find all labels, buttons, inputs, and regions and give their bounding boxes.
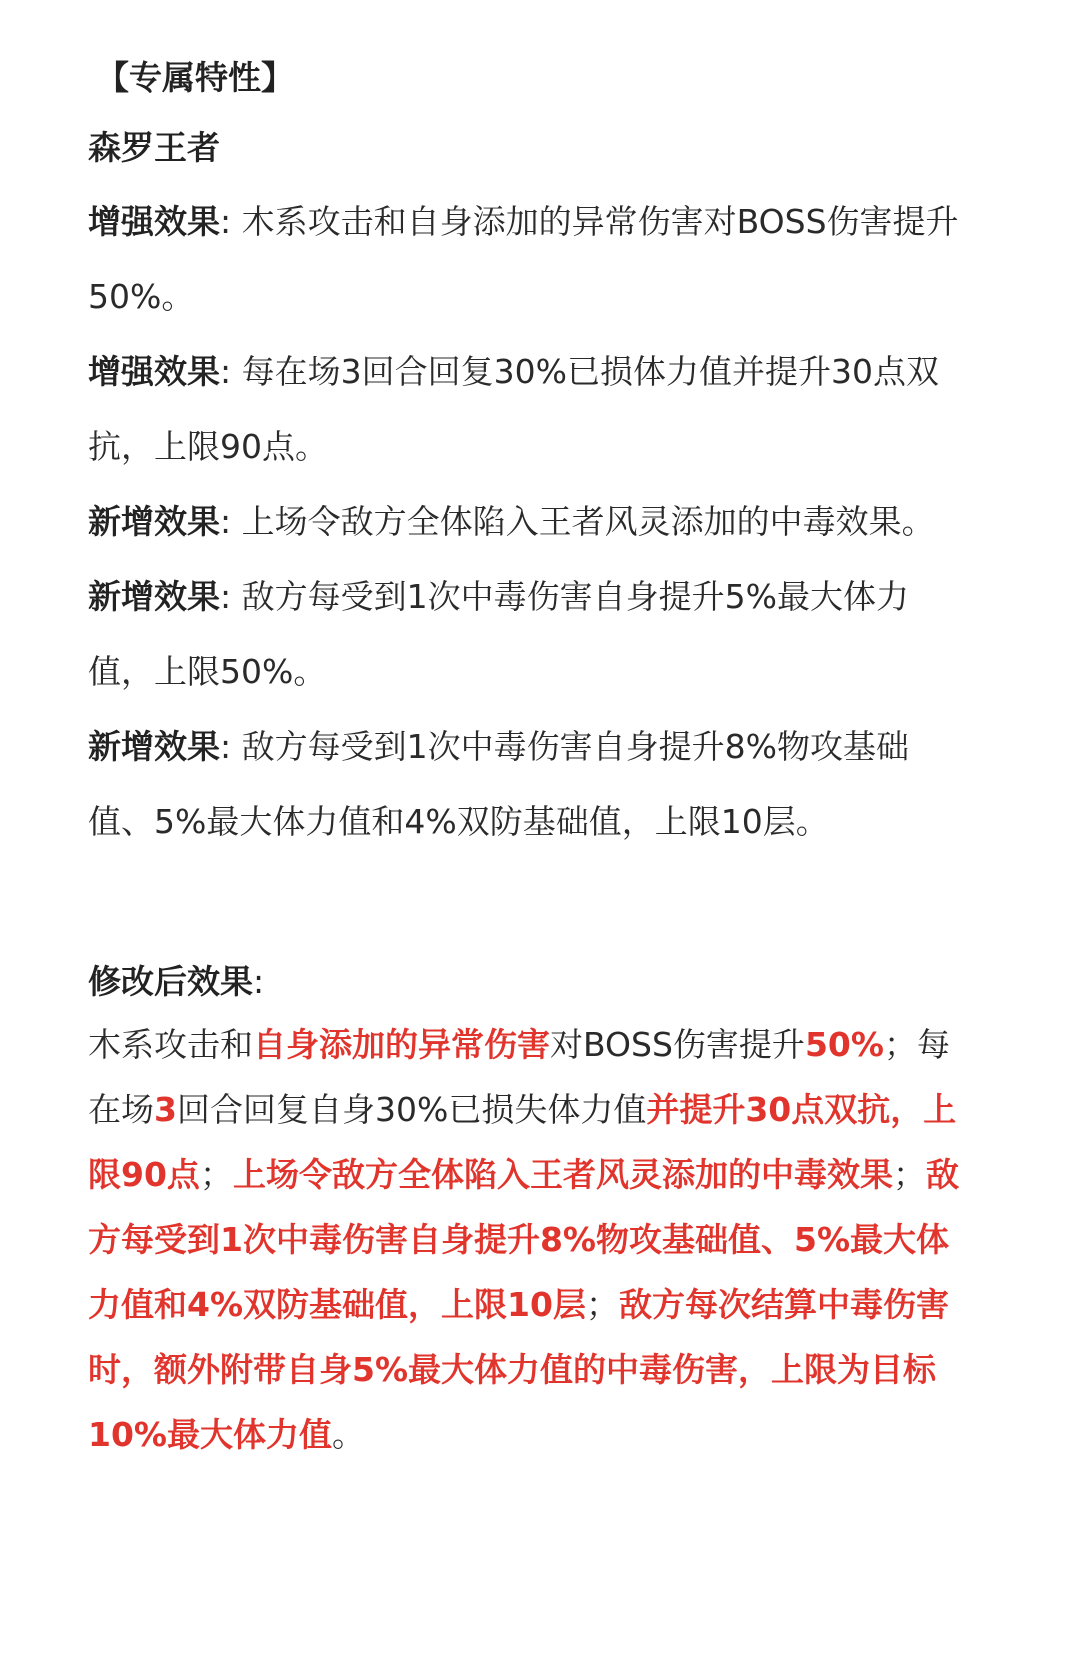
- highlighted-text: 50%: [804, 1025, 884, 1064]
- effect-label: 新增效果: [88, 727, 220, 766]
- modified-effect-title: 修改后效果: [88, 962, 253, 1001]
- body-text: ；每在场: [88, 1025, 950, 1129]
- effect-item: [88, 559, 970, 709]
- effect-separator: :: [220, 577, 242, 616]
- highlighted-text: 3: [154, 1090, 177, 1129]
- body-text: 回合回复自身30%已损失体力值: [176, 1090, 647, 1129]
- highlighted-text: 上场令敌方全体陷入王者风灵添加的中毒效果: [232, 1155, 893, 1194]
- effect-separator: :: [220, 352, 242, 391]
- effect-item: [88, 334, 970, 484]
- body-text: ；: [199, 1155, 233, 1194]
- effect-label: 新增效果: [88, 577, 220, 616]
- modified-effect-body: [88, 1012, 970, 1467]
- effect-label: 新增效果: [88, 502, 220, 541]
- effect-text: 木系攻击和自身添加的异常伤害对BOSS伤害提升50%。: [88, 202, 959, 316]
- body-text: 对BOSS伤害提升: [550, 1025, 805, 1064]
- highlighted-text: 并提升30点双抗，上限90点: [88, 1090, 957, 1194]
- effect-item: [88, 709, 970, 859]
- effect-text: 敌方每受到1次中毒伤害自身提升5%最大体力值，上限50%。: [88, 577, 909, 691]
- effect-text: 每在场3回合回复30%已损体力值并提升30点双抗，上限90点。: [88, 352, 939, 466]
- effect-item: [88, 184, 970, 334]
- modified-effect-title-colon: :: [253, 962, 265, 1001]
- effect-separator: :: [220, 202, 242, 241]
- section-title: 【专属特性】: [96, 58, 294, 97]
- body-text: 木系攻击和: [88, 1025, 253, 1064]
- effect-item: [88, 484, 970, 559]
- effect-text: 上场令敌方全体陷入王者风灵添加的中毒效果。: [241, 502, 935, 541]
- section-spacer: [88, 859, 970, 934]
- effect-label: 增强效果: [88, 352, 220, 391]
- highlighted-text: 敌方每受到1次中毒伤害自身提升8%物攻基础值、5%最大体力值和4%双防基础值，上限10层: [88, 1155, 959, 1324]
- effect-label: 增强效果: [88, 202, 220, 241]
- body-text: ；: [585, 1285, 619, 1324]
- effects-list: [88, 184, 970, 859]
- body-text: ；: [892, 1155, 926, 1194]
- effect-separator: :: [220, 727, 242, 766]
- modified-effect-heading: [88, 952, 970, 1012]
- skill-name: 森罗王者: [88, 128, 220, 167]
- effect-separator: :: [220, 502, 242, 541]
- body-text: 。: [332, 1415, 365, 1454]
- highlighted-text: 敌方每次结算中毒伤害时，额外附带自身5%最大体力值的中毒伤害，上限为目标10%最大体力值: [88, 1285, 949, 1454]
- effect-text: 敌方每受到1次中毒伤害自身提升8%物攻基础值、5%最大体力值和4%双防基础值，上限10层。: [88, 727, 909, 841]
- highlighted-text: 自身添加的异常伤害: [253, 1025, 550, 1064]
